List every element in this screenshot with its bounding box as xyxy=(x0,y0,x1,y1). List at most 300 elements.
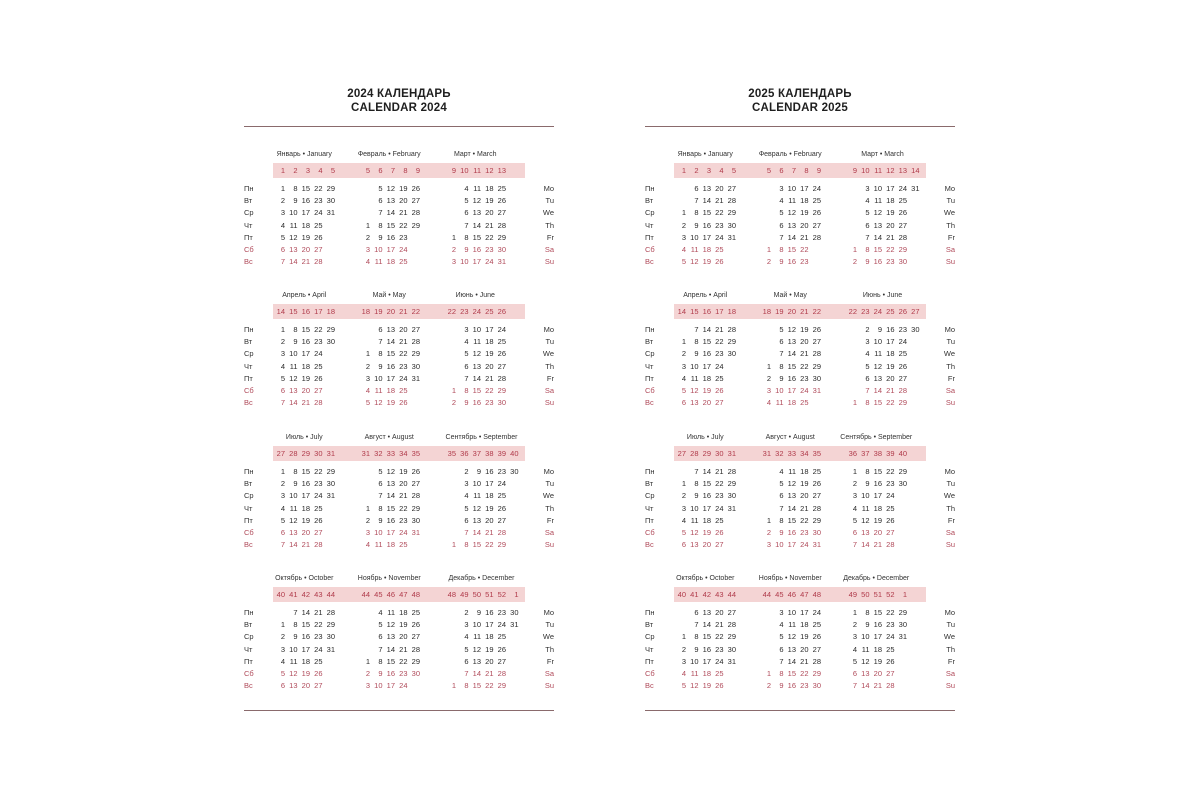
quarter-3 xyxy=(244,432,554,556)
day-cell: 19 xyxy=(399,620,408,630)
day-cell: 7 xyxy=(378,644,383,654)
day-cell: 10 xyxy=(374,528,383,537)
weekday-label-ru: Пн xyxy=(244,184,254,193)
day-cell: 24 xyxy=(812,184,821,193)
day-cell: 2 xyxy=(681,491,686,501)
day-cell: 25 xyxy=(314,503,323,513)
day-cell: 6 xyxy=(280,245,285,254)
day-cell: 27 xyxy=(715,540,724,550)
day-cell: 16 xyxy=(873,479,882,489)
weekday-label-ru: Пн xyxy=(645,467,655,476)
day-cell: 21 xyxy=(715,620,724,630)
day-cell: 20 xyxy=(800,337,809,347)
month-name: Март • March xyxy=(453,151,497,158)
week-number: 18 xyxy=(361,307,370,316)
weekday-label-en: Su xyxy=(945,257,955,267)
day-cell: 2 xyxy=(365,361,370,371)
day-cell: 23 xyxy=(497,467,506,476)
day-cell: 4 xyxy=(779,620,784,630)
day-cell: 28 xyxy=(812,349,821,359)
week-number: 28 xyxy=(690,449,699,458)
day-cell: 27 xyxy=(497,515,506,525)
day-cell: 10 xyxy=(472,479,481,489)
day-cell: 18 xyxy=(873,644,882,654)
day-cell: 20 xyxy=(485,656,494,666)
day-cell: 19 xyxy=(800,208,809,218)
weekday-label-en: Mo xyxy=(944,608,955,617)
day-cell: 28 xyxy=(812,503,821,513)
day-cell: 26 xyxy=(812,479,821,489)
weekday-label-en: Th xyxy=(946,503,955,513)
day-cell: 24 xyxy=(715,656,724,666)
day-cell: 7 xyxy=(779,503,784,513)
title-ru: 2024 КАЛЕНДАРЬ xyxy=(347,88,451,100)
weekday-label-en: Su xyxy=(544,398,554,408)
day-cell: 13 xyxy=(472,656,481,666)
week-number: 20 xyxy=(787,307,796,316)
day-cell: 16 xyxy=(386,669,395,678)
day-cell: 24 xyxy=(399,528,408,537)
day-cell: 8 xyxy=(464,681,469,691)
day-cell: 19 xyxy=(873,515,882,525)
day-cell: 21 xyxy=(485,220,494,230)
day-cell: 6 xyxy=(280,528,285,537)
day-cell: 10 xyxy=(873,184,882,193)
day-cell: 14 xyxy=(472,220,481,230)
day-cell: 1 xyxy=(681,632,686,642)
day-cell: 24 xyxy=(314,644,323,654)
day-cell: 30 xyxy=(911,325,920,334)
day-cell: 10 xyxy=(374,373,383,383)
day-cell: 4 xyxy=(779,467,784,476)
week-number: 20 xyxy=(386,307,395,316)
day-cell: 9 xyxy=(293,337,298,347)
day-cell: 7 xyxy=(378,491,383,501)
day-cell: 15 xyxy=(386,349,395,359)
day-cell: 4 xyxy=(852,503,857,513)
day-cell: 29 xyxy=(326,325,335,334)
day-cell: 13 xyxy=(873,373,882,383)
day-cell: 28 xyxy=(812,656,821,666)
day-cell: 4 xyxy=(779,196,784,206)
day-cell: 27 xyxy=(812,337,821,347)
week-number: 23 xyxy=(460,307,469,316)
day-cell: 5 xyxy=(378,620,383,630)
day-cell: 31 xyxy=(411,528,420,537)
day-cell: 17 xyxy=(702,656,711,666)
day-cell: 31 xyxy=(727,656,736,666)
weekday-label-ru: Вс xyxy=(244,257,253,267)
day-cell: 29 xyxy=(326,184,335,193)
day-cell: 1 xyxy=(451,232,456,242)
day-cell: 25 xyxy=(497,337,506,347)
day-cell: 5 xyxy=(779,632,784,642)
day-cell: 17 xyxy=(485,620,494,630)
day-cell: 19 xyxy=(485,196,494,206)
weekday-label-en: We xyxy=(943,349,955,359)
day-cell: 23 xyxy=(715,644,724,654)
day-cell: 21 xyxy=(715,196,724,206)
day-cell: 7 xyxy=(694,467,699,476)
week-number: 38 xyxy=(485,449,494,458)
day-cell: 5 xyxy=(852,515,857,525)
day-cell: 9 xyxy=(378,361,383,371)
day-cell: 20 xyxy=(399,479,408,489)
day-cell: 28 xyxy=(411,208,420,218)
bottom-divider xyxy=(645,710,955,711)
day-cell: 15 xyxy=(873,467,882,476)
weekday-label-ru: Вс xyxy=(244,681,253,691)
day-cell: 5 xyxy=(681,386,686,395)
title-en: CALENDAR 2024 xyxy=(351,102,447,114)
day-cell: 7 xyxy=(464,669,469,678)
day-cell: 27 xyxy=(898,220,907,230)
day-cell: 4 xyxy=(464,184,469,193)
day-cell: 16 xyxy=(301,337,310,347)
day-cell: 27 xyxy=(411,479,420,489)
day-cell: 14 xyxy=(289,257,298,267)
day-cell: 30 xyxy=(898,257,907,267)
week-number: 16 xyxy=(702,307,711,316)
day-cell: 14 xyxy=(873,386,882,395)
day-cell: 24 xyxy=(715,503,724,513)
day-cell: 31 xyxy=(497,257,506,267)
day-cell: 31 xyxy=(727,232,736,242)
day-cell: 7 xyxy=(865,386,870,395)
day-cell: 6 xyxy=(779,491,784,501)
weekday-label-ru: Чт xyxy=(645,220,654,230)
day-cell: 5 xyxy=(464,503,469,513)
day-cell: 5 xyxy=(852,656,857,666)
weekday-label-ru: Ср xyxy=(645,208,655,218)
day-cell: 28 xyxy=(898,386,907,395)
month-name: Ноябрь • November xyxy=(758,575,822,582)
day-cell: 9 xyxy=(378,515,383,525)
day-cell: 23 xyxy=(800,681,809,691)
day-cell: 6 xyxy=(464,208,469,218)
day-cell: 19 xyxy=(873,656,882,666)
day-cell: 13 xyxy=(861,528,870,537)
day-cell: 5 xyxy=(681,257,686,267)
day-cell: 15 xyxy=(472,232,481,242)
weekday-label-en: Fr xyxy=(947,656,955,666)
day-cell: 19 xyxy=(386,398,395,408)
month-name: Март • March xyxy=(861,151,904,158)
day-cell: 3 xyxy=(865,337,870,347)
day-cell: 1 xyxy=(766,669,771,678)
week-number: 29 xyxy=(301,449,310,458)
day-cell: 24 xyxy=(886,491,895,501)
day-cell: 14 xyxy=(702,467,711,476)
day-cell: 4 xyxy=(378,608,383,617)
day-cell: 12 xyxy=(472,196,481,206)
week-number: 12 xyxy=(485,166,494,175)
day-cell: 22 xyxy=(886,245,895,254)
weekday-label-en: Tu xyxy=(545,479,554,489)
week-number: 45 xyxy=(374,590,383,599)
month-name: Октябрь • October xyxy=(676,575,735,582)
day-cell: 27 xyxy=(411,632,420,642)
day-cell: 2 xyxy=(365,669,370,678)
day-cell: 27 xyxy=(898,373,907,383)
day-cell: 29 xyxy=(411,220,420,230)
day-cell: 13 xyxy=(873,220,882,230)
day-cell: 26 xyxy=(399,398,408,408)
day-cell: 16 xyxy=(485,608,494,617)
day-cell: 14 xyxy=(873,232,882,242)
day-cell: 26 xyxy=(715,681,724,691)
week-number: 47 xyxy=(800,590,809,599)
day-cell: 24 xyxy=(800,386,809,395)
day-cell: 5 xyxy=(280,373,285,383)
weekday-label-ru: Вс xyxy=(645,681,654,691)
week-number: 18 xyxy=(727,307,736,316)
day-cell: 27 xyxy=(497,208,506,218)
day-cell: 29 xyxy=(497,232,506,242)
day-cell: 18 xyxy=(301,503,310,513)
day-cell: 11 xyxy=(690,373,699,383)
day-cell: 5 xyxy=(865,208,870,218)
day-cell: 16 xyxy=(301,196,310,206)
day-cell: 18 xyxy=(386,540,395,550)
day-cell: 9 xyxy=(779,528,784,537)
day-cell: 30 xyxy=(497,398,506,408)
day-cell: 17 xyxy=(386,245,395,254)
day-cell: 11 xyxy=(374,540,383,550)
day-cell: 8 xyxy=(779,361,784,371)
day-cell: 8 xyxy=(779,245,784,254)
day-cell: 2 xyxy=(451,245,456,254)
day-cell: 6 xyxy=(464,361,469,371)
day-cell: 28 xyxy=(314,540,323,550)
day-cell: 11 xyxy=(690,245,699,254)
day-cell: 3 xyxy=(280,644,285,654)
day-cell: 1 xyxy=(451,540,456,550)
day-cell: 13 xyxy=(787,220,796,230)
day-cell: 28 xyxy=(727,467,736,476)
day-cell: 8 xyxy=(378,349,383,359)
day-cell: 8 xyxy=(694,208,699,218)
day-cell: 12 xyxy=(873,208,882,218)
week-number: 18 xyxy=(326,307,335,316)
week-number: 50 xyxy=(472,590,481,599)
day-cell: 12 xyxy=(289,232,298,242)
day-cell: 9 xyxy=(378,669,383,678)
day-cell: 15 xyxy=(873,398,882,408)
day-cell: 12 xyxy=(690,681,699,691)
day-cell: 9 xyxy=(476,467,481,476)
weekday-label-en: Th xyxy=(545,644,554,654)
day-cell: 24 xyxy=(399,373,408,383)
day-cell: 1 xyxy=(766,515,771,525)
day-cell: 25 xyxy=(399,540,408,550)
bottom-divider xyxy=(244,710,554,711)
day-cell: 12 xyxy=(787,208,796,218)
day-cell: 12 xyxy=(289,515,298,525)
day-cell: 12 xyxy=(289,669,298,678)
week-number: 48 xyxy=(411,590,420,599)
weekday-label-en: Mo xyxy=(944,325,955,334)
day-cell: 26 xyxy=(812,208,821,218)
day-cell: 4 xyxy=(365,540,370,550)
weekday-label-ru: Вт xyxy=(244,196,253,206)
day-cell: 10 xyxy=(787,608,796,617)
weekday-label-ru: Пт xyxy=(645,232,654,242)
day-cell: 6 xyxy=(852,669,857,678)
day-cell: 20 xyxy=(873,669,882,678)
day-cell: 2 xyxy=(766,681,771,691)
week-number: 27 xyxy=(911,307,920,316)
day-cell: 22 xyxy=(399,503,408,513)
weekday-label-en: Sa xyxy=(544,386,554,395)
day-cell: 14 xyxy=(787,232,796,242)
day-cell: 7 xyxy=(280,257,285,267)
day-cell: 10 xyxy=(289,644,298,654)
day-cell: 29 xyxy=(812,669,821,678)
day-cell: 14 xyxy=(472,669,481,678)
week-number: 52 xyxy=(886,590,895,599)
day-cell: 27 xyxy=(314,245,323,254)
week-number: 25 xyxy=(485,307,494,316)
day-cell: 12 xyxy=(787,479,796,489)
day-cell: 17 xyxy=(472,257,481,267)
title-ru: 2025 КАЛЕНДАРЬ xyxy=(748,88,852,100)
day-cell: 7 xyxy=(378,337,383,347)
day-cell: 9 xyxy=(694,644,699,654)
day-cell: 15 xyxy=(386,656,395,666)
day-cell: 16 xyxy=(787,528,796,537)
day-cell: 30 xyxy=(898,620,907,630)
day-cell: 25 xyxy=(898,349,907,359)
day-cell: 18 xyxy=(702,373,711,383)
weekday-label-ru: Чт xyxy=(244,361,253,371)
day-cell: 13 xyxy=(787,491,796,501)
day-cell: 21 xyxy=(873,681,882,691)
weekday-label-ru: Сб xyxy=(645,669,655,678)
day-cell: 31 xyxy=(326,644,335,654)
weekday-label-en: Th xyxy=(545,220,554,230)
day-cell: 28 xyxy=(898,232,907,242)
week-number: 5 xyxy=(330,166,335,175)
day-cell: 4 xyxy=(280,503,285,513)
week-number: 46 xyxy=(386,590,395,599)
day-cell: 11 xyxy=(788,620,796,630)
weekday-label-ru: Пт xyxy=(645,515,654,525)
weekday-label-en: Fr xyxy=(546,373,554,383)
week-number: 8 xyxy=(804,166,809,175)
day-cell: 5 xyxy=(779,208,784,218)
day-cell: 17 xyxy=(301,491,310,501)
day-cell: 31 xyxy=(510,620,519,630)
day-cell: 21 xyxy=(800,232,809,242)
month-names-row xyxy=(645,432,955,444)
day-cell: 17 xyxy=(386,373,395,383)
week-number: 10 xyxy=(861,166,870,175)
week-number: 4 xyxy=(318,166,323,175)
day-cell: 25 xyxy=(399,257,408,267)
day-cell: 20 xyxy=(301,681,310,691)
quarter-2 xyxy=(645,290,955,414)
day-cell: 9 xyxy=(694,491,699,501)
week-number: 31 xyxy=(361,449,370,458)
month-names-row xyxy=(645,290,955,302)
day-cell: 15 xyxy=(873,245,882,254)
day-cell: 13 xyxy=(386,479,395,489)
day-cell: 21 xyxy=(301,398,310,408)
day-cell: 17 xyxy=(800,184,809,193)
weekday-label-en: Mo xyxy=(543,325,554,334)
day-cell: 19 xyxy=(485,503,494,513)
day-cell: 7 xyxy=(779,656,784,666)
week-number: 47 xyxy=(399,590,408,599)
day-cell: 17 xyxy=(702,361,711,371)
day-cell: 17 xyxy=(301,208,310,218)
weekday-label-en: Su xyxy=(945,398,955,408)
day-cell: 1 xyxy=(681,337,686,347)
day-cell: 28 xyxy=(727,325,736,334)
week-number: 32 xyxy=(374,449,383,458)
weekday-label-ru: Ср xyxy=(244,349,254,359)
day-cell: 25 xyxy=(314,656,323,666)
weekday-label-en: Sa xyxy=(544,245,554,254)
day-cell: 10 xyxy=(775,540,784,550)
day-cell: 26 xyxy=(314,373,323,383)
week-number: 51 xyxy=(873,590,882,599)
week-number: 4 xyxy=(719,166,724,175)
day-cell: 14 xyxy=(386,337,395,347)
week-number: 27 xyxy=(677,449,686,458)
weekday-label-ru: Пн xyxy=(645,184,655,193)
day-cell: 4 xyxy=(681,669,686,678)
day-cell: 20 xyxy=(800,220,809,230)
day-cell: 9 xyxy=(464,398,469,408)
day-cell: 18 xyxy=(886,349,895,359)
weekday-label-ru: Ср xyxy=(244,491,254,501)
day-cell: 1 xyxy=(365,503,370,513)
weekday-label-en: Fr xyxy=(947,515,955,525)
quarter-1 xyxy=(244,149,554,273)
day-cell: 27 xyxy=(812,644,821,654)
day-cell: 18 xyxy=(800,467,809,476)
week-number: 36 xyxy=(460,449,469,458)
month-names-row xyxy=(244,573,554,585)
day-cell: 30 xyxy=(812,373,821,383)
day-cell: 4 xyxy=(280,220,285,230)
week-number: 34 xyxy=(399,449,408,458)
week-number: 19 xyxy=(775,307,784,316)
day-cell: 18 xyxy=(702,515,711,525)
weekday-label-en: Su xyxy=(945,681,955,691)
week-number: 37 xyxy=(472,449,481,458)
weekday-label-en: We xyxy=(542,349,554,359)
day-cell: 24 xyxy=(715,361,724,371)
day-cell: 19 xyxy=(886,361,895,371)
day-cell: 30 xyxy=(411,361,420,371)
day-cell: 17 xyxy=(386,528,395,537)
day-cell: 6 xyxy=(865,220,870,230)
day-cell: 8 xyxy=(378,220,383,230)
day-cell: 13 xyxy=(702,184,711,193)
weekday-label-en: Th xyxy=(946,644,955,654)
day-cell: 27 xyxy=(727,608,736,617)
weekday-label-en: Tu xyxy=(946,479,955,489)
day-cell: 3 xyxy=(865,184,870,193)
day-cell: 16 xyxy=(787,681,796,691)
day-cell: 4 xyxy=(365,257,370,267)
day-cell: 26 xyxy=(898,208,907,218)
day-cell: 1 xyxy=(852,245,857,254)
day-cell: 12 xyxy=(787,632,796,642)
